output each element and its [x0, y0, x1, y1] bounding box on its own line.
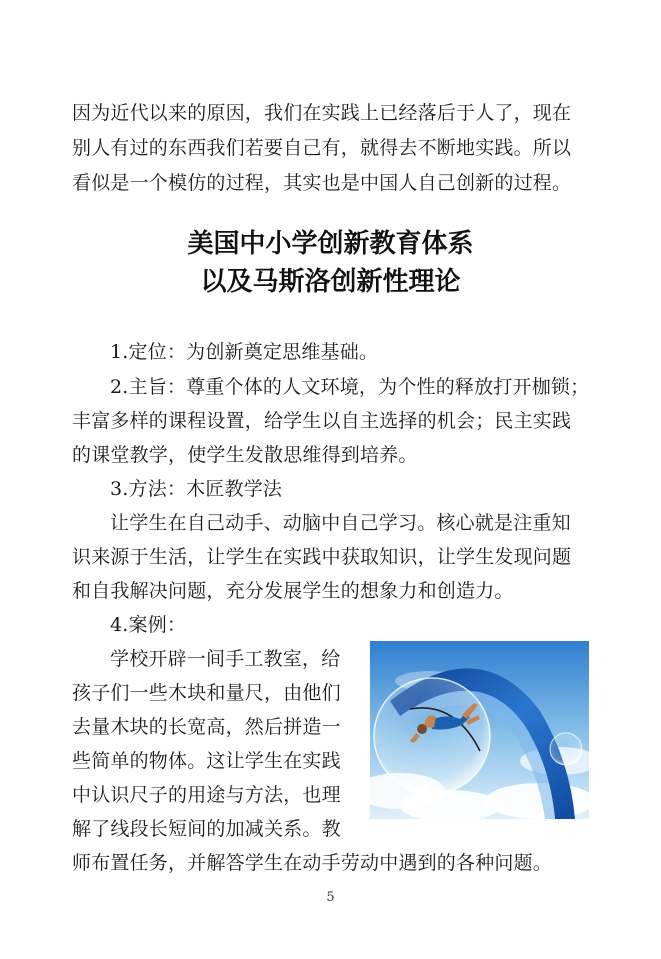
case-line-3: 去量木块的长宽高，然后拼造一: [72, 716, 341, 738]
intro-line-1: 因为近代以来的原因，我们在实践上已经落后于人了，现在: [72, 102, 572, 124]
method-desc-line-3: 和自我解决问题，充分发展学生的想象力和创造力。: [72, 580, 514, 602]
case-label: 4.案例：: [110, 614, 187, 636]
case-line-2: 孩子们一些木块和量尺，由他们: [72, 682, 341, 704]
case-line-4: 些简单的物体。这让学生在实践: [72, 750, 341, 772]
case-line-5: 中认识尺子的用途与方法，也理: [72, 784, 341, 806]
purpose-line-3: 的课堂教学，使学生发散思维得到培养。: [72, 444, 418, 466]
section-title-line-1: 美国中小学创新教育体系: [187, 229, 474, 259]
method-item: 3.方法：木匠教学法: [110, 478, 283, 500]
positioning-item: 1.定位：为创新奠定思维基础。: [110, 341, 379, 363]
case-line-6: 解了线段长短间的加减关系。教: [72, 818, 341, 840]
method-desc-line-2: 识来源于生活，让学生在实践中获取知识，让学生发现问题: [72, 546, 572, 568]
section-title-line-2: 以及马斯洛创新性理论: [200, 267, 461, 297]
case-last-line: 师布置任务，并解答学生在动手劳动中遇到的各种问题。: [72, 852, 553, 874]
purpose-line-1: 2.主旨：尊重个体的人文环境，为个性的释放打开枷锁；: [110, 376, 590, 398]
intro-line-2: 别人有过的东西我们若要自己有，就得去不断地实践。所以: [72, 137, 572, 159]
purpose-line-2: 丰富多样的课程设置，给学生以自主选择的机会；民主实践: [72, 410, 572, 432]
case-line-1: 学校开辟一间手工教室，给: [110, 648, 341, 670]
pole-vault-illustration: [370, 641, 589, 819]
intro-line-3: 看似是一个模仿的过程，其实也是中国人自己创新的过程。: [72, 172, 572, 194]
pole-vault-image: [370, 641, 589, 819]
method-desc-line-1: 让学生在自己动手、动脑中自己学习。核心就是注重知: [110, 512, 571, 534]
page-number: 5: [326, 890, 335, 905]
